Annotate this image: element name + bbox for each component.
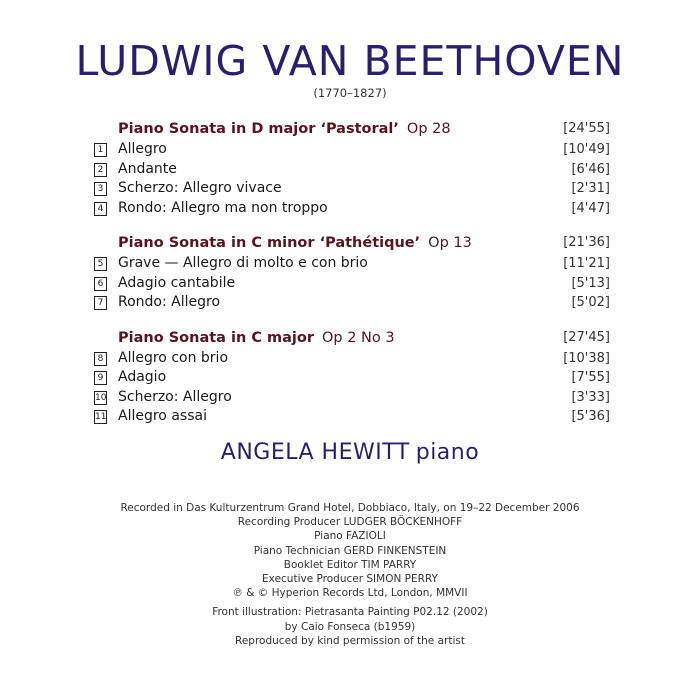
sonata-title: [118, 118, 451, 140]
copyright-line: ℗ & © Hyperion Records Ltd, London, MMVII: [232, 587, 468, 600]
track-number: 7: [94, 296, 107, 310]
sonata-title-text: Piano Sonata in C minor ‘Pathétique’: [118, 235, 421, 251]
credit-line: Recording Producer LUDGER BÖCKENHOFF: [237, 516, 463, 529]
illustration-credit-line: Reproduced by kind permission of the artist: [235, 634, 465, 647]
track-title: Allegro: [118, 141, 167, 157]
sonata-opus: Op 28: [406, 121, 451, 137]
track-title: Rondo: Allegro: [118, 294, 221, 310]
track-row: [94, 160, 610, 180]
track-duration: [5'36]: [571, 409, 610, 424]
sonata-duration: [21'36]: [563, 235, 610, 250]
track-row: [94, 407, 610, 427]
track-duration: [5'02]: [571, 295, 610, 310]
track-title: Allegro con brio: [118, 349, 229, 366]
track-title: Scherzo: Allegro: [118, 388, 232, 405]
sonata-block: [94, 118, 610, 218]
track-row: [94, 349, 610, 369]
track-duration: [2'31]: [571, 181, 610, 196]
track-row: [94, 140, 610, 160]
performer: [0, 440, 700, 465]
sonata-block: [94, 327, 610, 427]
sonata-title-text: Piano Sonata in C major: [118, 329, 314, 346]
track-number: 2: [94, 163, 107, 177]
track-duration: [10'49]: [563, 142, 610, 157]
track-title: Scherzo: Allegro vivace: [118, 180, 282, 196]
track-title: Allegro assai: [118, 408, 207, 424]
track-number: 8: [94, 352, 107, 366]
track-title: Adagio: [118, 369, 167, 385]
track-title: Rondo: Allegro ma non troppo: [118, 199, 328, 216]
performer-name: ANGELA HEWITT: [220, 440, 410, 465]
sonata-title: [118, 232, 472, 254]
tracklist: [94, 118, 610, 441]
illustration-credit-line: by Caio Fonseca (b1959): [284, 620, 416, 633]
credit-line: Executive Producer SIMON PERRY: [262, 573, 438, 586]
track-duration: [10'38]: [563, 350, 610, 366]
sonata-block: [94, 232, 610, 313]
track-number: 1: [94, 143, 107, 157]
track-number: 6: [94, 277, 107, 291]
sonata-duration: [27'45]: [563, 329, 610, 345]
track-number: 10: [95, 392, 107, 403]
credit-line: Piano Technician GERD FINKENSTEIN: [253, 544, 447, 557]
track-number: 9: [94, 371, 107, 385]
illustration-credit-line: Front illustration: Pietrasanta Painting P02.12 (2002): [212, 606, 488, 619]
track-row: [94, 274, 610, 294]
track-duration: [6'46]: [571, 161, 610, 177]
sonata-opus: Op 13: [428, 235, 472, 251]
track-number: 3: [94, 182, 107, 196]
sonata-title: [118, 327, 395, 349]
credit-line: Recorded in Das Kulturzentrum Grand Hotel, Dobbiaco, Italy, on 19–22 December 2006: [120, 502, 580, 514]
credit-line: Piano FAZIOLI: [314, 530, 386, 543]
recording-credits: [0, 501, 700, 648]
track-number: 5: [94, 257, 107, 271]
composer-name: LUDWIG VAN BEETHOVEN: [75, 37, 625, 85]
track-title: Adagio cantabile: [118, 274, 236, 291]
sonata-heading: [94, 118, 610, 140]
track-duration: [7'55]: [571, 370, 610, 385]
credit-line: Booklet Editor TIM PARRY: [283, 558, 417, 571]
track-title: Andante: [118, 160, 177, 177]
composer-dates: (1770–1827): [313, 86, 387, 100]
sonata-heading: [94, 232, 610, 254]
track-duration: [3'33]: [571, 389, 610, 405]
sonata-title-text: Piano Sonata in D major ‘Pastoral’: [118, 121, 399, 137]
track-number: 11: [95, 412, 107, 422]
sonata-heading: [94, 327, 610, 349]
track-duration: [5'13]: [571, 275, 610, 291]
track-row: [94, 368, 610, 388]
track-duration: [4'47]: [571, 200, 610, 216]
sonata-duration: [24'55]: [563, 121, 610, 136]
track-row: [94, 388, 610, 408]
track-number: 4: [94, 202, 107, 216]
track-row: [94, 293, 610, 313]
track-title: Grave — Allegro di molto e con brio: [118, 255, 368, 271]
track-row: [94, 199, 610, 219]
sonata-opus: Op 2 No 3: [322, 329, 395, 346]
track-duration: [11'21]: [563, 256, 610, 271]
track-row: [94, 179, 610, 199]
track-row: [94, 254, 610, 274]
performer-instrument: piano: [415, 440, 480, 465]
